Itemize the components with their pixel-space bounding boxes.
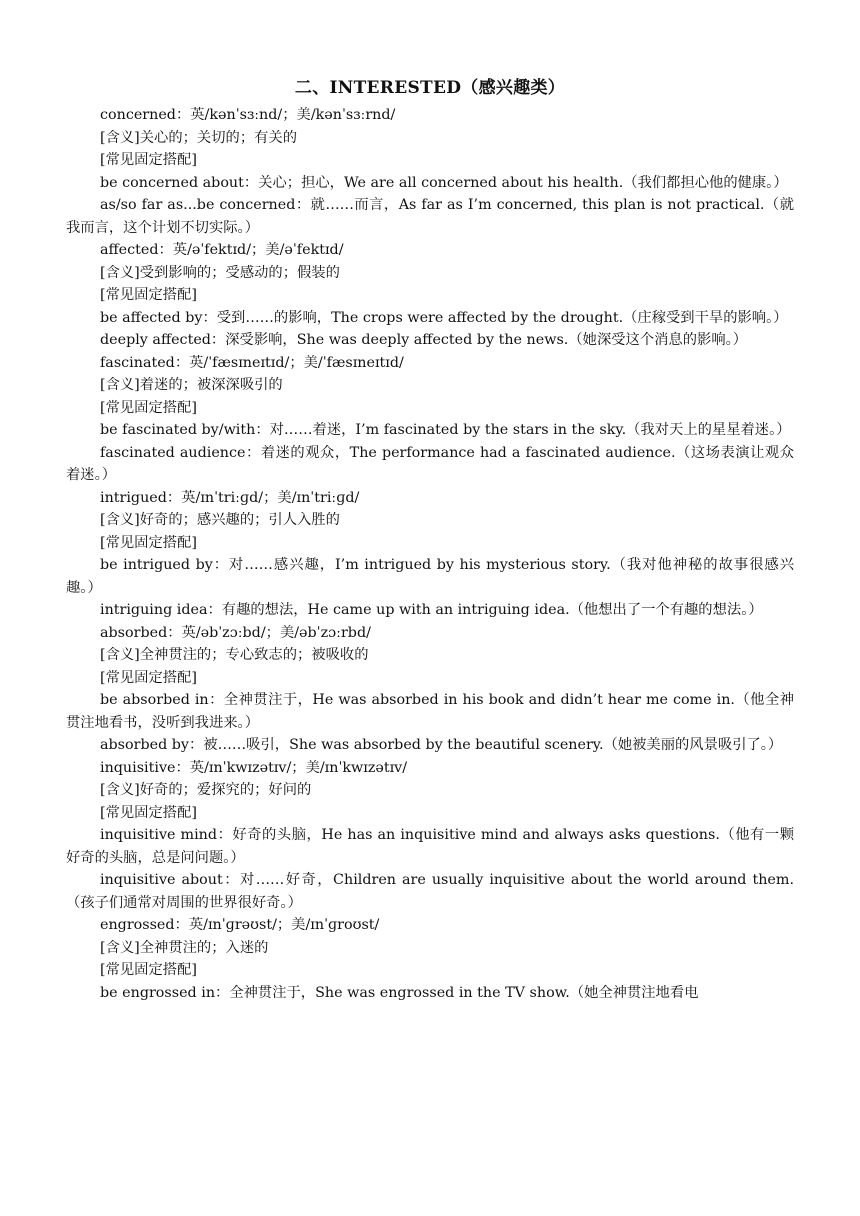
document-body <box>66 104 794 1004</box>
entry-header: concerned：英/kənˈsɜːnd/；美/kənˈsɜːrnd/ <box>100 107 396 123</box>
entry-header: affected：英/əˈfektɪd/；美/əˈfektɪd/ <box>100 242 344 258</box>
entry-header: engrossed：英/ɪnˈɡrəʊst/；美/ɪnˈɡroʊst/ <box>100 917 380 933</box>
collocation-example: be affected by：受到……的影响，The crops were affected by the drought.（庄稼受到干旱的影响。） <box>100 309 788 326</box>
collocation-example: absorbed by：被……吸引，She was absorbed by the beautiful scenery.（她被美丽的风景吸引了。） <box>100 737 783 753</box>
entry-header: intrigued：英/ɪnˈtriːɡd/；美/ɪnˈtriːɡd/ <box>100 489 360 506</box>
meaning-line: [含义]全神贯注的；入迷的 <box>100 939 269 956</box>
collocation-example: be engrossed in：全神贯注于，She was engrossed in the TV show.（她全神贯注地看电 <box>100 984 699 1001</box>
collocation-heading: [常见固定搭配] <box>100 534 197 551</box>
collocation-example: inquisitive mind：好奇的头脑，He has an inquisitive mind and always asks questions.（他有一颗好奇的头脑，总是问问题。） <box>66 827 794 866</box>
collocation-example: intriguing idea：有趣的想法，He came up with an intriguing idea.（他想出了一个有趣的想法。） <box>100 602 763 618</box>
entry-header: inquisitive：英/ɪnˈkwɪzətɪv/；美/ɪnˈkwɪzətɪv/ <box>100 759 408 776</box>
collocation-example: be fascinated by/with：对……着迷，I’m fascinated by the stars in the sky.（我对天上的星星着迷。） <box>100 422 791 438</box>
document-page <box>66 74 794 1004</box>
meaning-line: [含义]着迷的；被深深吸引的 <box>100 377 283 393</box>
collocation-heading: [常见固定搭配] <box>100 804 197 821</box>
meaning-line: [含义]关心的；关切的；有关的 <box>100 129 298 146</box>
collocation-heading: [常见固定搭配] <box>100 152 197 168</box>
collocation-example: be absorbed in：全神贯注于，He was absorbed in his book and didn’t hear me come in.（他全神贯注地看书，没听到我进来。） <box>66 692 794 731</box>
meaning-line: [含义]全神贯注的；专心致志的；被吸收的 <box>100 647 369 663</box>
entry-header: absorbed：英/əbˈzɔːbd/；美/əbˈzɔːrbd/ <box>100 624 371 641</box>
collocation-example: as/so far as...be concerned：就……而言，As far as I’m concerned, this plan is not practical.（就我而言，这个计划不切实际。） <box>66 197 794 236</box>
collocation-example: be intrigued by：对……感兴趣，I’m intrigued by his mysterious story.（我对他神秘的故事很感兴趣。） <box>66 557 794 596</box>
meaning-line: [含义]好奇的；爱探究的；好问的 <box>100 782 312 798</box>
meaning-line: [含义]好奇的；感兴趣的；引人入胜的 <box>100 512 340 528</box>
collocation-heading: [常见固定搭配] <box>100 669 197 686</box>
meaning-line: [含义]受到影响的；受感动的；假装的 <box>100 264 340 281</box>
collocation-example: be concerned about：关心；担心，We are all concerned about his health.（我们都担心他的健康。） <box>100 174 788 191</box>
entry-header: fascinated：英/ˈfæsɪneɪtɪd/；美/ˈfæsɪneɪtɪd/ <box>100 354 404 371</box>
collocation-heading: [常见固定搭配] <box>100 287 197 303</box>
collocation-example: fascinated audience：着迷的观众，The performance had a fascinated audience.（这场表演让观众着迷。） <box>66 444 794 483</box>
collocation-example: inquisitive about：对……好奇，Children are usually inquisitive about the world around them.（孩子们通常对周围的世界很好奇。） <box>66 872 794 911</box>
collocation-example: deeply affected：深受影响，She was deeply affected by the news.（她深受这个消息的影响。） <box>100 332 748 348</box>
collocation-heading: [常见固定搭配] <box>100 399 197 416</box>
collocation-heading: [常见固定搭配] <box>100 962 197 978</box>
page-title: 二、INTERESTED（感兴趣类） <box>294 78 566 98</box>
